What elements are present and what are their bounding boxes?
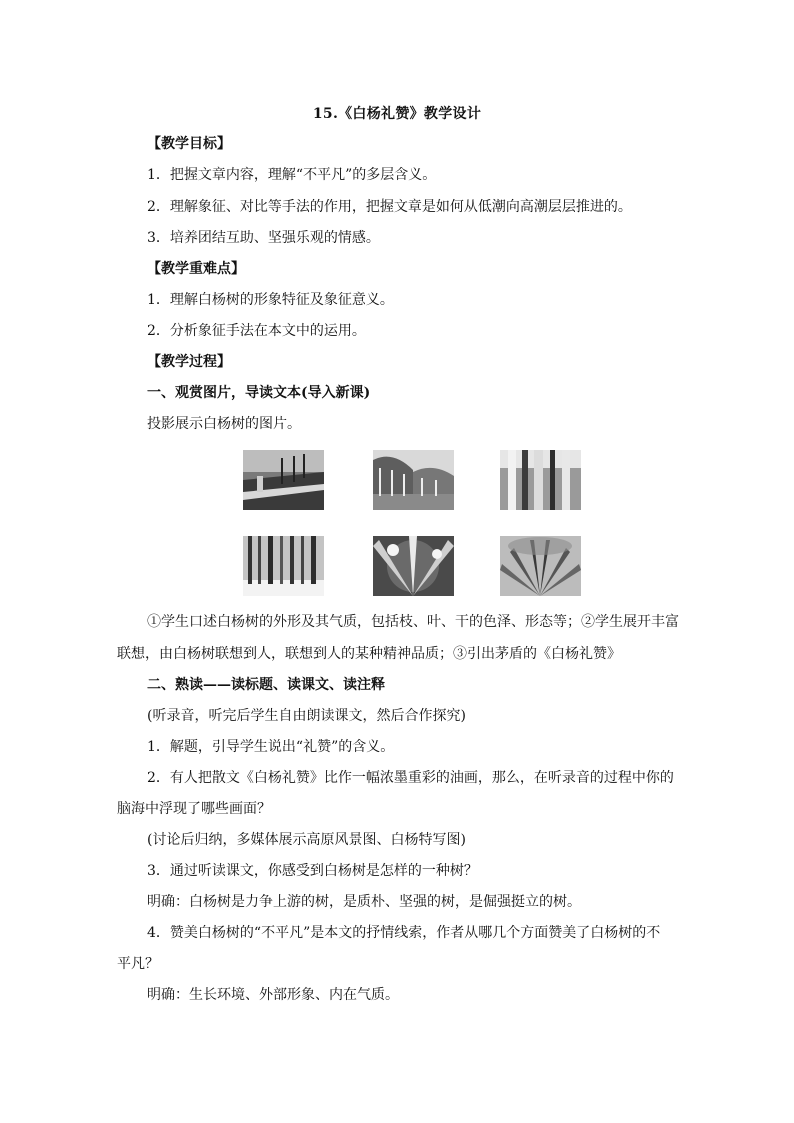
question-2-line1: 2．有人把散文《白杨礼赞》比作一幅浓墨重彩的油画，那么，在听录音的过程中你的 xyxy=(147,770,674,786)
poplar-photo-6 xyxy=(500,536,581,596)
question-4-line1: 4．赞美白杨树的“不平凡”是本文的抒情线索，作者从哪几个方面赞美了白杨树的不 xyxy=(147,925,661,941)
poplar-photo-2 xyxy=(373,450,454,510)
key-point-1: 1．理解白杨树的形象特征及象征意义。 xyxy=(147,292,394,308)
key-points-heading: 【教学重难点】 xyxy=(147,261,245,277)
goal-item-2: 2．理解象征、对比等手法的作用，把握文章是如何从低潮向高潮层层推进的。 xyxy=(147,199,632,215)
poplar-photo-1 xyxy=(243,450,324,510)
goal-item-1: 1．把握文章内容，理解“不平凡”的多层含义。 xyxy=(147,167,437,183)
step1-title: 一、观赏图片，导读文本(导入新课) xyxy=(147,385,371,401)
question-3: 3．通过听读课文，你感受到白杨树是怎样的一种树？ xyxy=(147,863,478,879)
question-2-line2: 脑海中浮现了哪些画面？ xyxy=(117,801,271,817)
goal-item-3: 3．培养团结互助、坚强乐观的情感。 xyxy=(147,230,380,246)
key-point-2: 2．分析象征手法在本文中的运用。 xyxy=(147,323,366,339)
snow-forest-image-icon xyxy=(243,536,324,596)
goals-heading: 【教学目标】 xyxy=(147,136,231,152)
upward-view-image-icon xyxy=(500,536,581,596)
question-1: 1．解题，引导学生说出“礼赞”的含义。 xyxy=(147,739,395,755)
answer-3: 明确：白杨树是力争上游的树，是质朴、坚强的树，是倔强挺立的树。 xyxy=(147,894,581,910)
trunks-image-icon xyxy=(500,450,581,510)
step2-note: (听录音，听完后学生自由朗读课文，然后合作探究) xyxy=(147,708,466,724)
step1-desc-line2: 联想，由白杨树联想到人，联想到人的某种精神品质；③引出茅盾的《白杨礼赞》 xyxy=(117,646,621,662)
step1-text: 投影展示白杨树的图片。 xyxy=(147,416,301,432)
tree-row-image-icon xyxy=(373,450,454,510)
poplar-photo-4 xyxy=(243,536,324,596)
step2-title: 二、熟读——读标题、读课文、读注释 xyxy=(147,677,385,693)
step1-desc-line1: ①学生口述白杨树的外形及其气质，包括枝、叶、干的色泽、形态等；②学生展开丰富 xyxy=(147,614,679,630)
question-4-line2: 平凡？ xyxy=(117,956,159,972)
page-title: 15.《白杨礼赞》教学设计 xyxy=(312,106,482,122)
landscape-image-icon xyxy=(243,450,324,510)
process-heading: 【教学过程】 xyxy=(147,354,231,370)
poplar-photo-5 xyxy=(373,536,454,596)
answer-4: 明确：生长环境、外部形象、内在气质。 xyxy=(147,987,399,1003)
question-2-note: (讨论后归纳，多媒体展示高原风景图、白杨特写图) xyxy=(147,832,466,848)
poplar-photo-3 xyxy=(500,450,581,510)
canopy-image-icon xyxy=(373,536,454,596)
